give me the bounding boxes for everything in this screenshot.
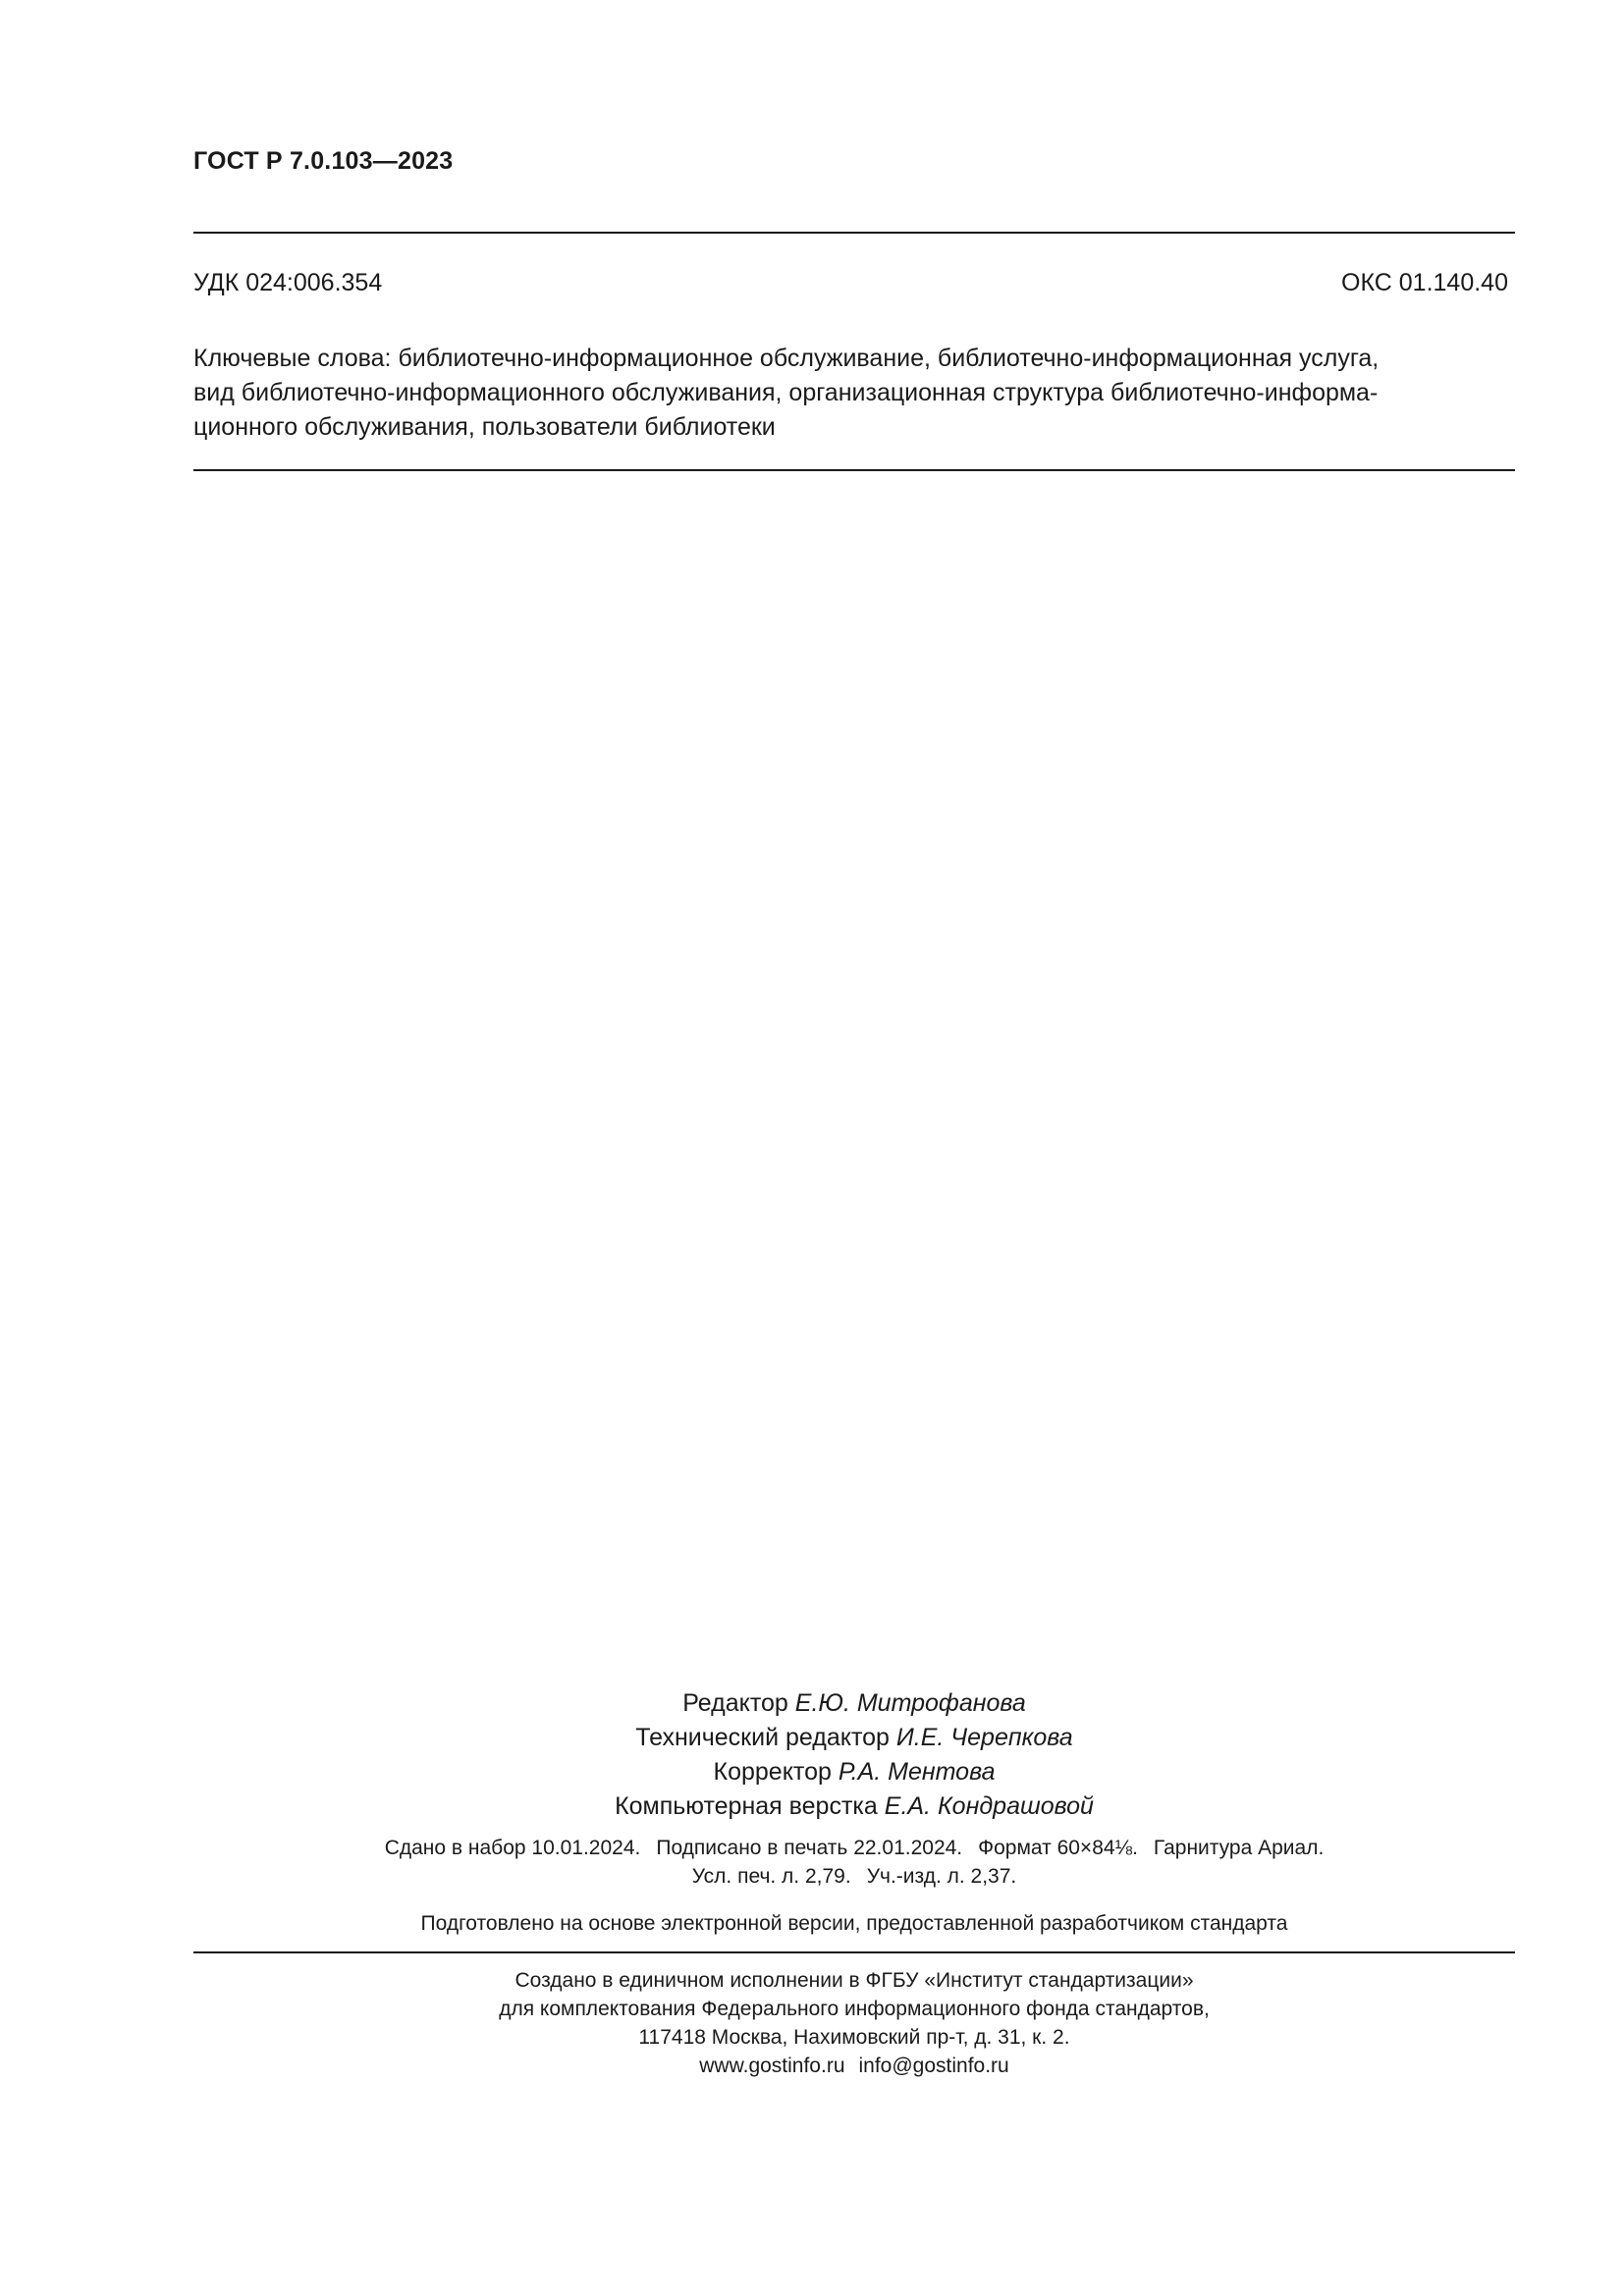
keywords-line: Ключевые слова: библиотечно-информационное обслуживание, библиотечно-информационная услуга, bbox=[193, 345, 1380, 372]
print-info-line-2 bbox=[0, 1862, 1624, 1891]
credit-name: Е.А. Кондрашовой bbox=[884, 1792, 1094, 1820]
credit-role: Редактор bbox=[682, 1689, 788, 1717]
credit-layout bbox=[0, 1789, 1624, 1824]
credit-role: Компьютерная верстка bbox=[615, 1792, 878, 1820]
paper-format: Формат 60×84⅛. bbox=[978, 1837, 1138, 1859]
keywords-line: вид библиотечно-информационного обслуживания, организационная структура библиотечно-информа- bbox=[193, 379, 1379, 406]
oks-code: ОКС 01.140.40 bbox=[1341, 269, 1508, 296]
credit-role: Корректор bbox=[713, 1758, 832, 1786]
credit-name: Р.А. Ментова bbox=[838, 1758, 996, 1786]
print-info-line-1 bbox=[0, 1834, 1624, 1862]
credit-name: И.Е. Черепкова bbox=[895, 1724, 1073, 1751]
standard-code: ГОСТ Р 7.0.103—2023 bbox=[193, 147, 454, 175]
divider-bottom bbox=[193, 1951, 1515, 1953]
credits-block bbox=[0, 1686, 1624, 1824]
publisher-address: 117418 Москва, Нахимовский пр-т, д. 31, к. 2. bbox=[638, 2026, 1070, 2049]
udk-code: УДК 024:006.354 bbox=[193, 269, 383, 296]
website-link[interactable]: www.gostinfo.ru bbox=[699, 2055, 845, 2077]
publisher-sheets: Уч.-изд. л. 2,37. bbox=[866, 1865, 1017, 1888]
submitted-date: Сдано в набор 10.01.2024. bbox=[384, 1837, 641, 1859]
keywords-line: ционного обслуживания, пользователи библиотеки bbox=[193, 413, 776, 441]
credit-role: Технический редактор bbox=[635, 1724, 890, 1751]
print-info bbox=[0, 1834, 1624, 1891]
divider-top bbox=[193, 232, 1515, 234]
credit-tech-editor bbox=[0, 1721, 1624, 1755]
divider-keywords bbox=[193, 469, 1515, 471]
credit-name: Е.Ю. Митрофанова bbox=[794, 1689, 1026, 1717]
publisher-block bbox=[0, 1966, 1624, 2080]
typeface: Гарнитура Ариал. bbox=[1153, 1837, 1325, 1859]
signed-date: Подписано в печать 22.01.2024. bbox=[656, 1837, 963, 1859]
publisher-line: Создано в единичном исполнении в ФГБУ «Институт стандартизации» bbox=[514, 1969, 1194, 1992]
email-link[interactable]: info@gostinfo.ru bbox=[858, 2055, 1009, 2077]
prepared-note: Подготовлено на основе электронной версии, предоставленной разработчиком стандарта bbox=[420, 1912, 1288, 1935]
publisher-contacts bbox=[0, 2052, 1624, 2080]
print-sheets: Усл. печ. л. 2,79. bbox=[691, 1865, 851, 1888]
publisher-line: для комплектования Федерального информационного фонда стандартов, bbox=[499, 1998, 1210, 2020]
credit-proofreader bbox=[0, 1755, 1624, 1789]
keywords-block bbox=[193, 342, 1519, 445]
credit-editor bbox=[0, 1686, 1624, 1721]
